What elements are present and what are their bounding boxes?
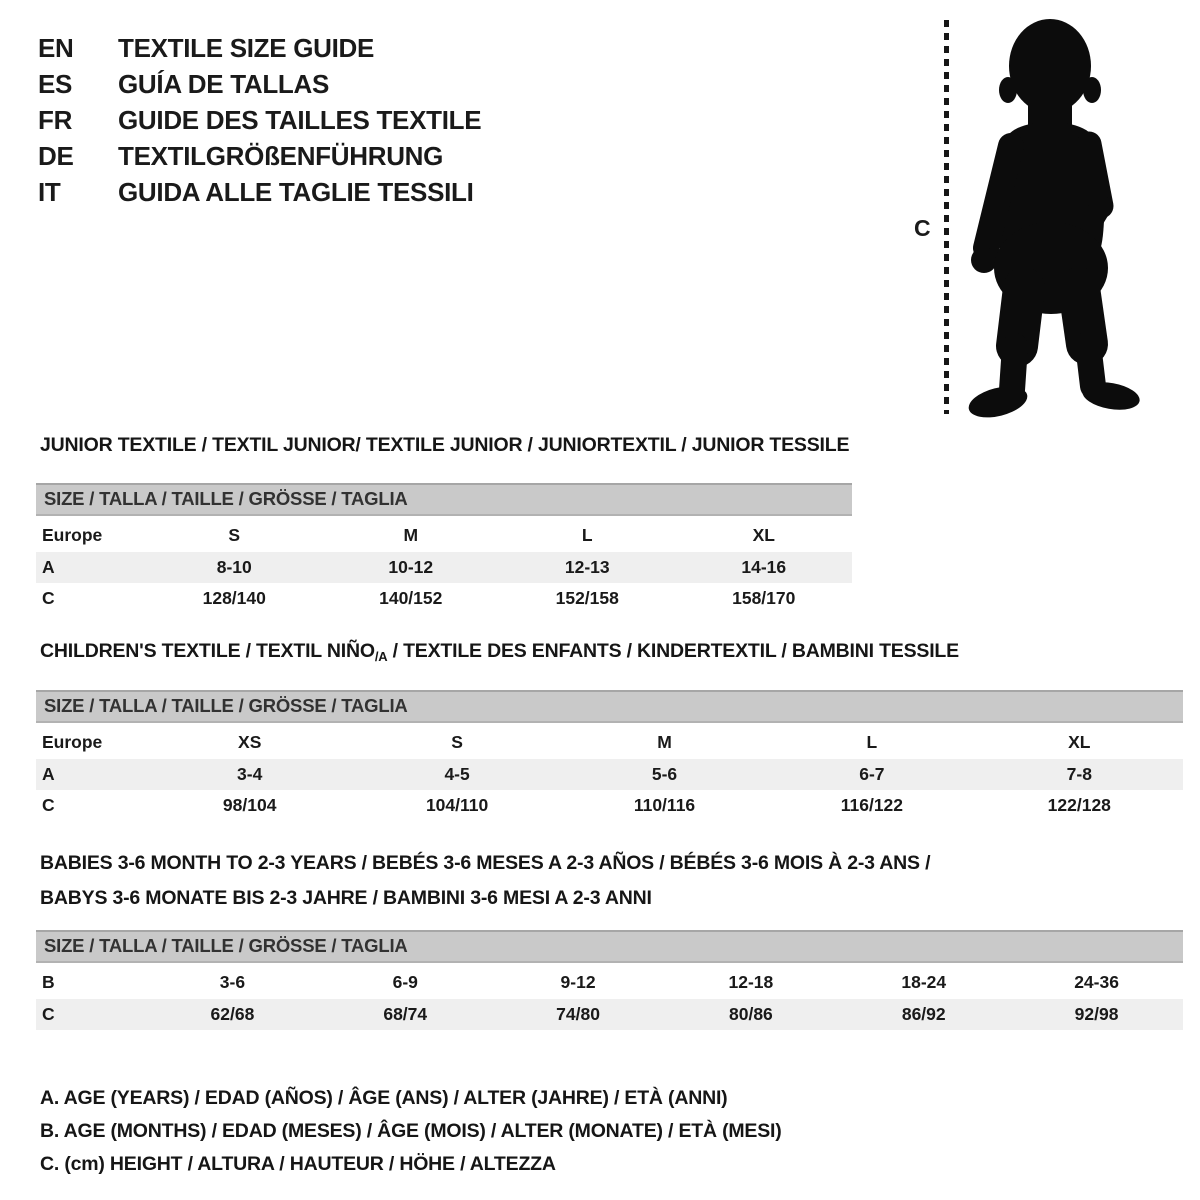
table-cell: 128/140 <box>202 588 266 608</box>
table-row-children-a <box>36 759 1183 791</box>
table-cell: 14-16 <box>741 556 787 577</box>
table-cell: S <box>451 732 463 752</box>
table-row-junior-europe <box>36 520 852 552</box>
babies-title-line2: BABYS 3-6 MONATE BIS 2-3 JAHRE / BAMBINI 3-6 MESI A 2-3 ANNI <box>40 887 652 909</box>
table-cell: 152/158 <box>555 588 619 608</box>
language-row <box>38 174 481 210</box>
legend-block <box>40 1082 782 1181</box>
table-cell: 8-10 <box>216 556 252 577</box>
guide-title-it: GUIDA ALLE TAGLIE TESSILI <box>118 176 474 207</box>
language-code: IT <box>38 176 61 207</box>
table-cell: 86/92 <box>901 1003 946 1024</box>
junior-table-rows <box>36 520 852 615</box>
height-measure-label: C <box>914 215 931 241</box>
babies-title-line1: BABIES 3-6 MONTH TO 2-3 YEARS / BEBÉS 3-6 MESES A 2-3 AÑOS / BÉBÉS 3-6 MOIS À 2-3 ANS / <box>40 852 931 874</box>
table-cell: 3-4 <box>237 763 263 784</box>
table-cell: XL <box>1068 732 1091 752</box>
table-cell: 4-5 <box>444 763 470 784</box>
row-label: Europe <box>42 732 103 752</box>
children-title-subscript: /A <box>374 649 388 664</box>
row-label: Europe <box>42 525 103 545</box>
table-cell: 110/116 <box>633 795 696 815</box>
language-title-block <box>38 30 481 210</box>
language-code: EN <box>38 32 74 63</box>
table-cell: 68/74 <box>383 1003 428 1024</box>
row-label: B <box>42 972 55 992</box>
table-cell: 140/152 <box>379 588 443 608</box>
row-label: C <box>42 795 55 815</box>
legend-age-years: A. AGE (YEARS) / EDAD (AÑOS) / ÂGE (ANS) / ALTER (JAHRE) / ETÀ (ANNI) <box>40 1087 728 1109</box>
legend-age-months: B. AGE (MONTHS) / EDAD (MESES) / ÂGE (MOIS) / ALTER (MONATE) / ETÀ (MESI) <box>40 1120 782 1142</box>
children-table-rows <box>36 727 1183 822</box>
children-section-title <box>40 640 959 664</box>
babies-size-table <box>36 930 1183 1030</box>
row-label: C <box>42 588 55 608</box>
table-cell: 158/170 <box>732 588 796 608</box>
children-title-text: CHILDREN'S TEXTILE / TEXTIL NIÑO <box>40 640 375 662</box>
table-cell: S <box>228 525 241 545</box>
junior-section-title: JUNIOR TEXTILE / TEXTIL JUNIOR/ TEXTILE JUNIOR / JUNIORTEXTIL / JUNIOR TESSILE <box>40 434 850 456</box>
table-cell: 122/128 <box>1047 795 1111 815</box>
size-header-bar: SIZE / TALLA / TAILLE / GRÖSSE / TAGLIA <box>36 690 1183 723</box>
table-cell: 9-12 <box>560 972 596 992</box>
table-cell: 92/98 <box>1074 1003 1119 1024</box>
table-cell: 116/122 <box>840 795 904 815</box>
language-code: DE <box>38 140 74 171</box>
language-row <box>38 138 481 174</box>
table-cell: M <box>403 525 419 545</box>
table-cell: 7-8 <box>1066 763 1092 784</box>
table-row-babies-b <box>36 967 1183 999</box>
row-label: C <box>42 1003 55 1024</box>
babies-section-title <box>40 846 930 916</box>
table-cell: 62/68 <box>210 1003 255 1024</box>
guide-title-de: TEXTILGRÖßENFÜHRUNG <box>118 140 444 171</box>
language-row <box>38 30 481 66</box>
table-cell: XL <box>752 525 775 545</box>
children-size-table <box>36 690 1183 822</box>
table-cell: XS <box>238 732 262 752</box>
table-row-junior-a <box>36 552 852 584</box>
language-row <box>38 102 481 138</box>
table-cell: 3-6 <box>219 972 246 992</box>
size-header-bar: SIZE / TALLA / TAILLE / GRÖSSE / TAGLIA <box>36 930 1183 963</box>
junior-size-table <box>36 483 852 615</box>
toddler-silhouette <box>954 14 1166 420</box>
table-cell: M <box>657 732 672 752</box>
height-measure-dotted-line <box>944 20 949 414</box>
language-code: FR <box>38 104 73 135</box>
table-cell: 24-36 <box>1074 972 1119 992</box>
guide-title-fr: GUIDE DES TAILLES TEXTILE <box>118 104 482 135</box>
table-cell: 6-9 <box>392 972 418 992</box>
table-row-children-europe <box>36 727 1183 759</box>
table-row-children-c <box>36 790 1183 822</box>
table-cell: L <box>866 732 878 752</box>
table-cell: 12-13 <box>564 556 610 577</box>
size-header-bar: SIZE / TALLA / TAILLE / GRÖSSE / TAGLIA <box>36 483 852 516</box>
table-cell: 10-12 <box>388 556 434 577</box>
language-row <box>38 66 481 102</box>
row-label: A <box>42 763 55 784</box>
children-title-text: / TEXTILE DES ENFANTS / KINDERTEXTIL / BAMBINI TESSILE <box>387 640 959 662</box>
row-label: A <box>42 556 55 577</box>
table-row-babies-c <box>36 999 1183 1031</box>
table-cell: 6-7 <box>859 763 885 784</box>
table-row-junior-c <box>36 583 852 615</box>
table-cell: L <box>581 525 593 545</box>
table-cell: 80/86 <box>729 1003 773 1024</box>
table-cell: 5-6 <box>651 763 678 784</box>
table-cell: 18-24 <box>901 972 947 992</box>
language-code: ES <box>38 68 73 99</box>
table-cell: 104/110 <box>425 795 489 815</box>
table-cell: 74/80 <box>556 1003 600 1024</box>
guide-title-en: TEXTILE SIZE GUIDE <box>118 32 375 63</box>
table-cell: 98/104 <box>222 795 277 815</box>
legend-height-cm: C. (cm) HEIGHT / ALTURA / HAUTEUR / HÖHE / ALTEZZA <box>40 1153 556 1175</box>
babies-table-rows <box>36 967 1183 1030</box>
table-cell: 12-18 <box>728 972 774 992</box>
guide-title-es: GUÍA DE TALLAS <box>118 68 330 99</box>
